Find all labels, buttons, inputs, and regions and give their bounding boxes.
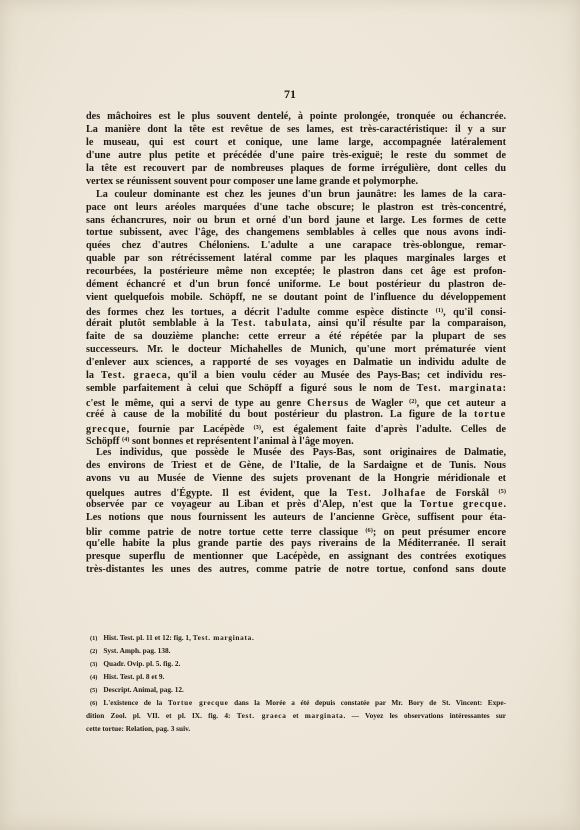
footnote-reference: (5) [498, 488, 506, 496]
text-run: très-distantes les unes des autres, comme patrie de notre tortue, confond sans doute [86, 563, 506, 575]
text-run: ; on peut présumer encore [372, 527, 506, 538]
spaced-text: Test. marginata [416, 382, 503, 394]
text-line [86, 111, 506, 124]
text-line [86, 473, 506, 486]
footnote-reference: (6) [365, 527, 373, 534]
text-line [86, 176, 506, 189]
text-line [86, 409, 506, 422]
text-run: dition Zool. pl. VII. et pl. IX. fig. 4: [86, 711, 237, 720]
text-run: qu'elle habite la plus grande partie des pays riverains de la Méditerranée. Il serait [86, 537, 506, 549]
text-run: d'enlever aux sciences, a rapporté de ses voyages en Dalmatie un individu adulte de [86, 356, 506, 368]
text-line [86, 499, 506, 512]
text-run: dérait plutôt semblable à la [86, 318, 232, 329]
text-run: , qu'il a bien voulu céder au Musée des Pays-Bas; cet individu res- [167, 369, 506, 381]
text-run: Quadr. Ovip. pl. 5. fig. 2. [103, 659, 181, 668]
text-run: des environs de Triest et de Gène, de l'Italie, de la Sardaigne et de Tunis. Nous [86, 460, 506, 472]
text-run: semble parfaitement à celui que Schöpff a figuré sous le nom de [86, 382, 417, 394]
text-run: recourbées, la postérieure même non exceptée; le plastron dans cet âge est profon- [86, 266, 506, 278]
spaced-text: Test. graeca [236, 711, 287, 720]
text-line [86, 124, 506, 137]
text-run: vient quelquefois mobile. Schöpff, ne se doutant point de l'influence du développement [86, 292, 506, 304]
spaced-text: Test. tabulata [231, 318, 308, 329]
text-run: Hist. Test. pl. 11 et 12: fig. 1, [103, 633, 193, 642]
spaced-text: marginata [304, 711, 344, 720]
spaced-text: Test. Jolhafae [346, 488, 427, 500]
footnote-line [86, 722, 506, 735]
text-line [86, 202, 506, 215]
text-run: Hist. Test. pl. 8 et 9. [103, 672, 165, 681]
footnote-line [86, 709, 506, 722]
text-line [86, 305, 506, 318]
text-line [86, 564, 506, 577]
text-run: tortue subissent, avec l'âge, des changemens semblables à celles que nous avons indi- [86, 227, 506, 239]
spaced-text: Chersus [307, 397, 350, 409]
text-line [86, 422, 506, 435]
text-run: dans la Morée a été depuis constatée par Mr. Bory de St. Vincent: Expe- [228, 698, 506, 707]
text-run: La couleur dominante est chez les jeunes d'un brun jaunâtre: les lames de la cara- [96, 188, 506, 200]
footnote-number: (4) [90, 674, 98, 681]
text-run: sont bonnes et représentent l'animal à l'âge moyen. [129, 436, 354, 448]
text-line [86, 357, 506, 370]
text-run: : [502, 382, 506, 394]
footnote-reference: (1) [435, 307, 444, 315]
text-run: sans échancrures, noir ou brun et orné d'un bord jaune et large. Les formes de cette [86, 214, 506, 226]
footnote-line [86, 631, 506, 644]
text-run: la tête est recouvert par de nombreuses plaques de forme irrégulière, dont celles du [86, 162, 506, 174]
text-line [86, 279, 506, 292]
text-run: , qu'il consi- [443, 307, 506, 319]
footnote-reference: (4) [121, 436, 130, 444]
text-run: . [503, 499, 506, 511]
footnote-line [86, 644, 506, 657]
text-run: vertex se réunissent souvent pour composer une lame grande et polymorphe. [86, 175, 419, 187]
text-line [86, 227, 506, 240]
footnote-number: (5) [90, 687, 98, 694]
text-run: cette tortue: Relation, pag. 3 suiv. [86, 724, 191, 733]
footnote-line [86, 657, 506, 670]
text-line [86, 370, 506, 383]
text-line [86, 460, 506, 473]
text-line [86, 486, 506, 499]
text-line [86, 383, 506, 396]
text-line [86, 525, 506, 538]
text-run: dément échancré et d'un brun foncé uniforme. Le bout postérieur du plastron de- [86, 279, 506, 291]
text-run: le museau, qui est court et conique, une lame large, accompagnée latéralement [86, 136, 506, 148]
text-run: , fournie par Lacépède [126, 423, 254, 435]
footnote-number: (1) [90, 635, 98, 642]
spaced-text: Tortue grecque [167, 698, 229, 707]
text-run: Syst. Amph. pag. 138. [103, 646, 171, 655]
text-run: , que cet auteur a [416, 397, 506, 409]
text-run: . [252, 633, 254, 642]
footnote-number: (2) [90, 648, 98, 655]
footnote-number: (6) [90, 700, 98, 707]
body-text [86, 111, 506, 577]
text-run: Les notions que nous fournissent les auteurs de l'ancienne Grèce, suffisent pour éta- [86, 512, 506, 524]
text-run: , ainsi qu'il résulte par la comparaison, [308, 318, 506, 329]
text-line [86, 215, 506, 228]
text-run: d'une autre plus petite et précédée d'une paire très-exiguë; le reste du sommet de [86, 149, 506, 161]
footnote-number: (3) [90, 661, 98, 668]
text-line [86, 344, 506, 357]
text-run: , est également faite d'après l'adulte. Celles de [260, 423, 506, 435]
text-run: Les individus, que possède le Musée des Pays-Bas, sont originaires de Dalmatie, [96, 447, 506, 459]
spaced-text: Test. graeca [100, 369, 168, 381]
footnotes [86, 631, 506, 735]
footnote-reference: (3) [253, 423, 261, 431]
footnote-line [86, 683, 506, 696]
text-run: . — Voyez les observations intéressantes sur [343, 711, 506, 720]
text-run: successeurs. Mr. le docteur Michahelles de Munich, qu'une mort prématurée vient [86, 343, 506, 355]
text-run: observée par ce voyageur au Liban et près d'Alep, n'est que la [86, 499, 420, 511]
text-line [86, 292, 506, 305]
text-run: avons vu au Musée de Vienne des sujets provenant de la Hongrie méridionale et [86, 473, 506, 485]
text-run: la [86, 369, 101, 381]
text-run: blir comme patrie de notre tortue cette terre classique [86, 527, 366, 538]
footnote-reference: (2) [409, 397, 417, 405]
text-line [86, 434, 506, 447]
text-run: et [286, 711, 305, 720]
text-run: pace ont leurs aréoles marquées d'une tache obscure; le plastron est très-concentré, [86, 201, 506, 213]
text-run: c'est le même, qui a servi de type au genre [86, 397, 308, 409]
text-line [86, 266, 506, 279]
page-number: 71 [284, 87, 296, 101]
text-run: L'existence de la [103, 698, 168, 707]
text-run: presque superflu de mentionner que Lacépède, en assignant des contrées exotiques [86, 550, 506, 562]
text-run: quées chez d'autres Chéloniens. L'adulte a une carapace très-oblongue, remar- [86, 240, 506, 252]
text-run: quable par son rétrécissement latéral comme par les plaques marginales larges et [86, 253, 506, 265]
footnote-line [86, 670, 506, 683]
spaced-text: Test. marginata [192, 633, 253, 642]
footnote-line [86, 696, 506, 709]
text-run: La manière dont la tête est revêtue de ses lames, est très-caractéristique: il y a sur [86, 123, 506, 135]
text-run: quelques autres d'Égypte. Il est évident, que la [86, 488, 347, 500]
text-line [86, 538, 506, 551]
text-run: Schöpff [86, 436, 122, 448]
text-line [86, 137, 506, 150]
text-run: de Forskål [426, 488, 499, 500]
spaced-text: Tortue grecque [419, 499, 504, 511]
text-line [86, 150, 506, 163]
text-run: de Wagler [349, 397, 410, 409]
text-run: Descript. Animal, pag. 12. [103, 685, 184, 694]
text-run: des mâchoires est le plus souvent dentelé, à pointe prolongée, tronquée ou échancrée. [86, 111, 506, 122]
text-line [86, 331, 506, 344]
text-line [86, 396, 506, 409]
text-line [86, 189, 506, 202]
text-line [86, 318, 506, 331]
text-line [86, 512, 506, 525]
text-run: faite de sa douzième planche: cette erreur a été répétée par la plupart de ses [86, 330, 506, 342]
text-run: des formes chez les tortues, a décrit l'adulte comme espèce distincte [86, 307, 436, 319]
spaced-text: grecque [86, 423, 127, 435]
text-line [86, 163, 506, 176]
text-line [86, 551, 506, 564]
text-line [86, 253, 506, 266]
text-run: créé à cause de la mobilité du bout postérieur du plastron. La figure de la [86, 408, 474, 420]
text-line [86, 240, 506, 253]
spaced-text: tortue [474, 408, 506, 420]
text-line [86, 447, 506, 460]
